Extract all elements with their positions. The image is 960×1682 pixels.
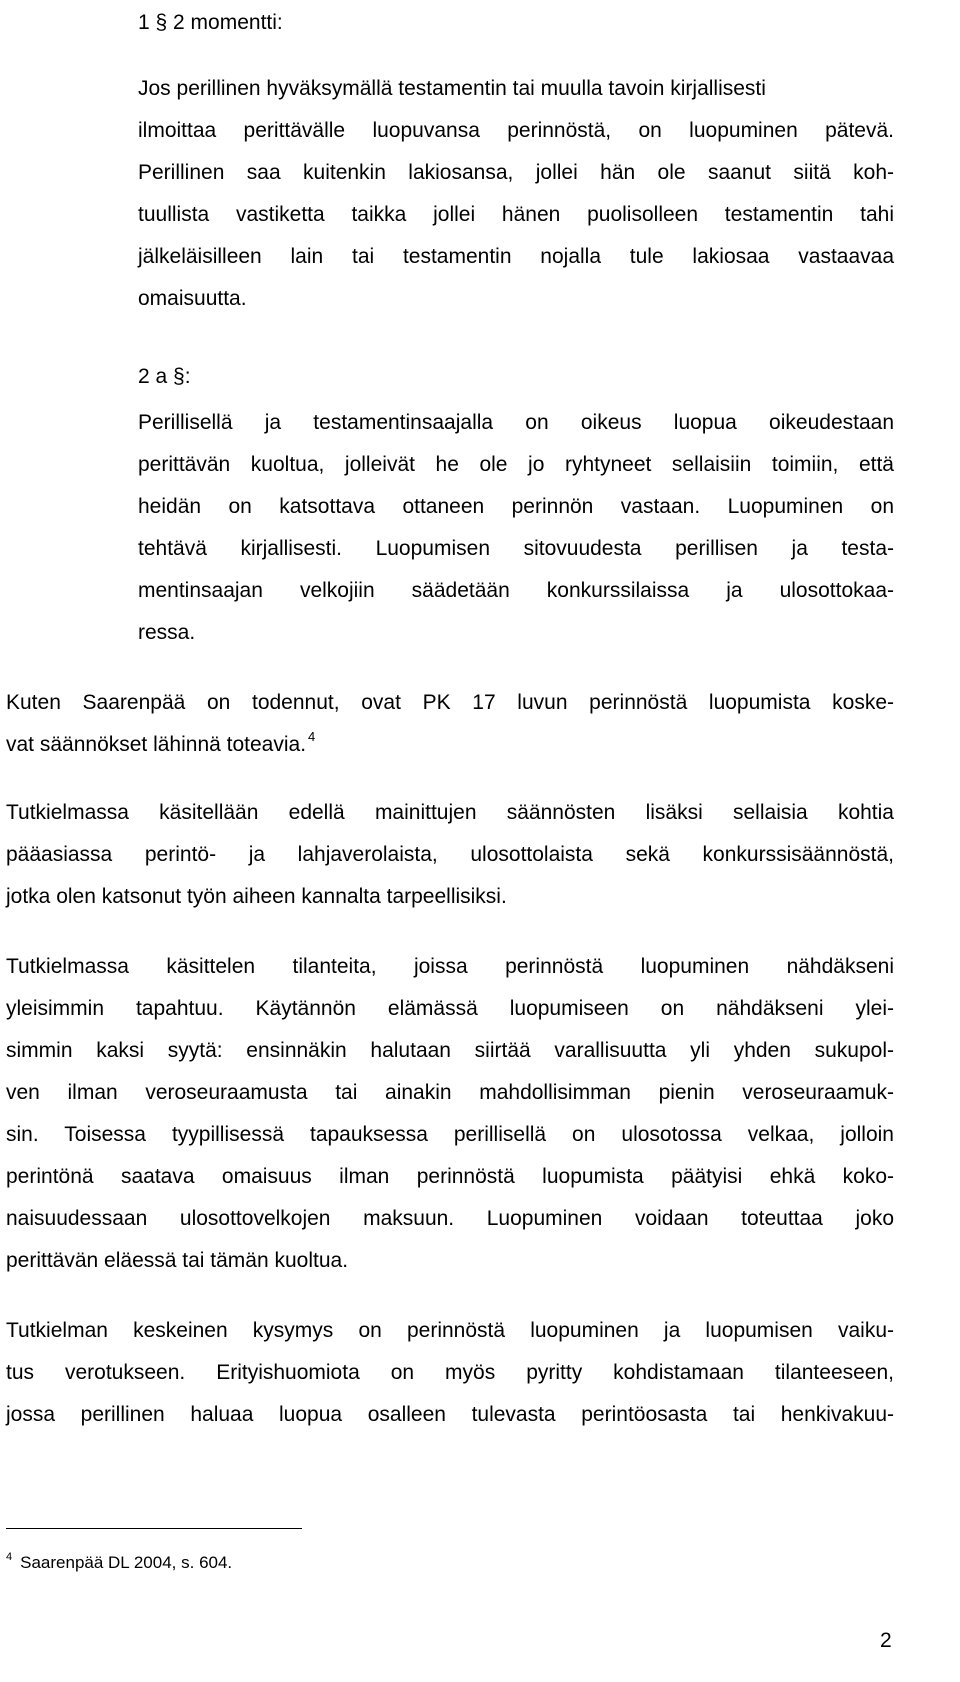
paragraph-line: pääasiassa perintö- ja lahjaverolaista, ulosottolaista sekä konkurssisäännöstä, <box>6 843 894 866</box>
paragraph-line: simmin kaksi syytä: ensinnäkin halutaan siirtää varallisuutta yli yhden sukupol- <box>6 1039 894 1062</box>
paragraph-line: tus verotukseen. Erityishuomiota on myös pyritty kohdistamaan tilanteeseen, <box>6 1361 894 1384</box>
paragraph-line: perittävän eläessä tai tämän kuoltua. <box>6 1249 349 1272</box>
paragraph-line: perintönä saatava omaisuus ilman perinnöstä luopumista päätyisi ehkä koko- <box>6 1165 894 1188</box>
paragraph-line: sin. Toisessa tyypillisessä tapauksessa perillisellä on ulosotossa velkaa, jolloin <box>6 1123 894 1146</box>
paragraph-line <box>6 729 894 760</box>
footnote-divider <box>6 1528 302 1529</box>
paragraph-line: jotka olen katsonut työn aiheen kannalta tarpeellisiksi. <box>6 885 507 908</box>
footnote-text: Saarenpää DL 2004, s. 604. <box>20 1553 233 1572</box>
quote-line: Perillinen saa kuitenkin lakiosansa, jollei hän ole saanut siitä koh- <box>138 161 894 184</box>
quote-line: heidän on katsottava ottaneen perinnön vastaan. Luopuminen on <box>138 495 894 518</box>
paragraph-line: Kuten Saarenpää on todennut, ovat PK 17 luvun perinnöstä luopumista koske- <box>6 691 894 714</box>
quote-line: omaisuutta. <box>138 287 247 310</box>
footnote <box>6 1552 232 1576</box>
paragraph-line: ven ilman veroseuraamusta tai ainakin mahdollisimman pienin veroseuraamuk- <box>6 1081 894 1104</box>
paragraph-line: yleisimmin tapahtuu. Käytännön elämässä luopumiseen on nähdäkseni ylei- <box>6 997 894 1020</box>
paragraph-line: Tutkielman keskeinen kysymys on perinnöstä luopuminen ja luopumisen vaiku- <box>6 1319 894 1342</box>
footnote-reference[interactable]: 4 <box>308 729 316 744</box>
quote-line: mentinsaajan velkojiin säädetään konkurssilaissa ja ulosottokaa- <box>138 579 894 602</box>
quote-line: ilmoittaa perittävälle luopuvansa perinnöstä, on luopuminen pätevä. <box>138 119 894 142</box>
section-heading: 2 a §: <box>138 365 191 388</box>
paragraph-line: Tutkielmassa käsitellään edellä mainittujen säännösten lisäksi sellaisia kohtia <box>6 801 894 824</box>
paragraph-line: jossa perillinen haluaa luopua osalleen tulevasta perintöosasta tai henkivakuu- <box>6 1403 894 1426</box>
quote-line: tuullista vastiketta taikka jollei hänen puolisolleen testamentin tahi <box>138 203 894 226</box>
quote-line: perittävän kuoltua, jolleivät he ole jo ryhtyneet sellaisiin toimiin, että <box>138 453 894 476</box>
quote-line: tehtävä kirjallisesti. Luopumisen sitovuudesta perillisen ja testa- <box>138 537 894 560</box>
quote-line: Perillisellä ja testamentinsaajalla on oikeus luopua oikeudestaan <box>138 411 894 434</box>
quote-line: Jos perillinen hyväksymällä testamentin tai muulla tavoin kirjallisesti <box>138 77 766 100</box>
page-number: 2 <box>880 1629 892 1652</box>
paragraph-line: Tutkielmassa käsittelen tilanteita, joissa perinnöstä luopuminen nähdäkseni <box>6 955 894 978</box>
section-heading: 1 § 2 momentti: <box>138 11 283 34</box>
quote-line: jälkeläisilleen lain tai testamentin nojalla tule lakiosaa vastaavaa <box>138 245 894 268</box>
paragraph-line: naisuudessaan ulosottovelkojen maksuun. Luopuminen voidaan toteuttaa joko <box>6 1207 894 1230</box>
footnote-mark: 4 <box>6 1551 13 1563</box>
paragraph-line-text: vat säännökset lähinnä toteavia. <box>6 733 307 756</box>
quote-line: ressa. <box>138 621 196 644</box>
